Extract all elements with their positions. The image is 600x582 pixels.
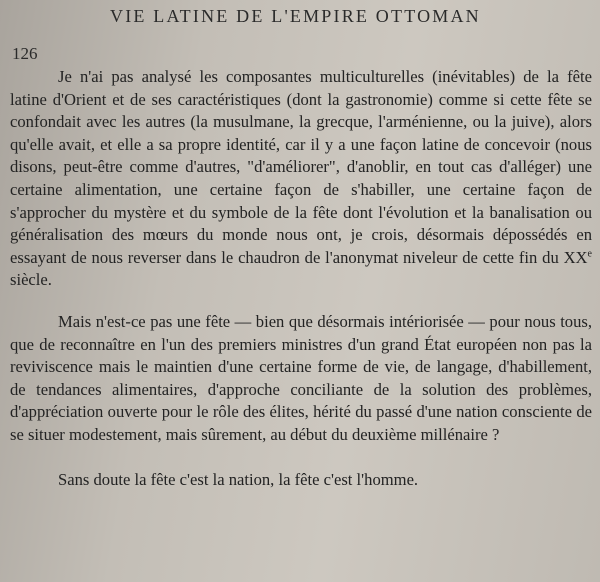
paragraph-2-text: Mais n'est-ce pas une fête — bien que désormais intériorisée — pour nous tous, que de reconnaître en l'un des premiers ministres d'un grand État européen non pas la reviviscence mais le maintien d'une certaine forme de vie, de langage, d'habillement, de tendances alimentaires, d'approche conciliante de la solution des problèmes, d'appréciation ouverte pour le rôle des élites, hérité du passé d'une nation consciente de se situer modestement, mais sûrement, au début du deuxième millénaire ? [10,311,592,444]
paragraph-2 [10,311,592,447]
paragraph-1 [10,66,592,292]
paragraph-3-text: Sans doute la fête c'est la nation, la fête c'est l'homme. [58,469,419,489]
page-number: 126 [12,44,38,63]
paragraph-1-text: Je n'ai pas analysé les composantes multiculturelles (inévitables) de la fête latine d'Orient et de ses caractéristiques (dont la gastronomie) comme si cette fête se confondait avec les autres (la musulmane, la grecque, l'arménienne, ou la juive), alors qu'elle avait, et elle a sa propre identité, car il y a une façon latine de concevoir (nous disons, peut-être comme d'autres, "d'améliorer", d'anoblir, en tout cas d'alléger) une certaine alimentation, une certaine façon de s'habiller, une certaine façon de s'approcher du mystère et du symbole de la fête dont l'évolution et la banalisation ou généralisation des mœurs du monde nous ont, je crois, désormais dépossédés en essayant de nous reverser dans le chaudron de l'anonymat niveleur de cette fin du XX [10,67,592,267]
body-text [10,66,592,491]
century-superscript: e [587,248,592,260]
paragraph-3 [10,469,592,492]
running-title: VIE LATINE DE L'EMPIRE OTTOMAN [110,6,481,26]
paragraph-1-tail: siècle. [10,270,52,290]
